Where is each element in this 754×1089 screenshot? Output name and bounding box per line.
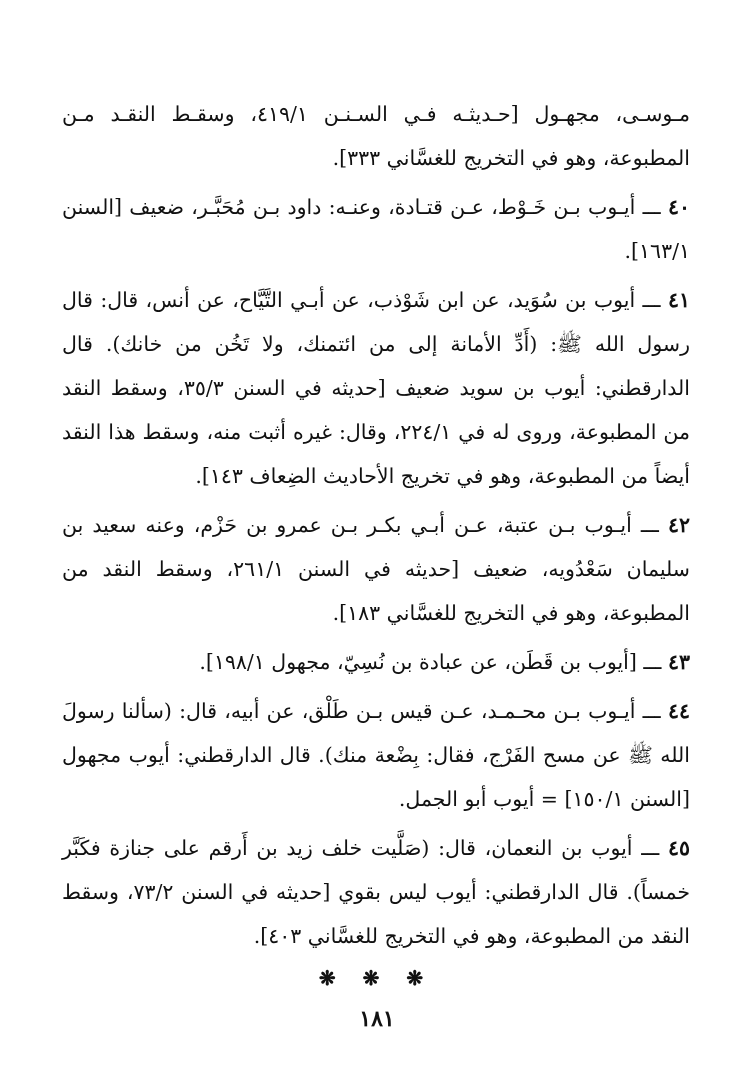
- entry-dash: ـــ: [642, 195, 661, 219]
- entry-39-continuation: [62, 92, 690, 180]
- entry-40: [62, 185, 690, 273]
- entry-42: [62, 503, 690, 635]
- entry-text: أيـوب بـن عتبة، عـن أبـي بكـر بـن عمرو بن حَزْم، وعنه سعيد بن سليمان سَعْدُويه، ضعيف [حديثه في السنن ٢٦١/١، وسقط النقد من المطبوعة، وهو في التخريج للغسَّاني ١٨٣].: [62, 513, 690, 625]
- entry-number: ٤٣: [667, 650, 690, 674]
- section-separator: ❋ ❋ ❋: [318, 966, 434, 990]
- entry-text: [أيوب بن قَطَن، عن عبادة بن نُسِيّ، مجهول ١٩٨/١].: [199, 650, 637, 674]
- entry-text: أيوب بن النعمان، قال: (صَلَّيت خلف زيد بن أَرقم على جنازة فكَبَّر خمساً). قال الدارقطني: أيوب ليس بقوي [حديثه في السنن ٧٣/٢، وسقط النقد من المطبوعة، وهو في التخريج للغسَّاني ٤٠٣].: [62, 836, 690, 948]
- entry-text: أيـوب بـن محـمـد، عـن قيس بـن طَلْق، عن أبيه، قال: (سألنا رسولَ الله ﷺ عن مسح الفَرْج، فقال: بِضْعة منك). قال الدارقطني: أيوب مجهول [السنن ١٥٠/١] = أيوب أبو الجمل.: [62, 699, 690, 811]
- entry-text: مـوسـى، مجهـول [حـديثـه فـي السـنـن ٤١٩/١، وسقـط النقـد مـن المطبوعة، وهو في التخريج للغسَّاني ٣٣٣].: [62, 102, 690, 170]
- entry-dash: ـــ: [641, 836, 660, 860]
- entry-41: [62, 278, 690, 498]
- entry-dash: ـــ: [642, 699, 661, 723]
- entry-dash: ـــ: [642, 288, 661, 312]
- entry-text: أيـوب بـن خَـوْط، عـن قتـادة، وعنـه: داود بـن مُحَبَّـر، ضعيف [السنن ١٦٣/١].: [62, 195, 690, 263]
- entry-number: ٤٥: [667, 836, 690, 860]
- entry-number: ٤٤: [667, 699, 690, 723]
- entry-number: ٤٠: [667, 195, 690, 219]
- entry-dash: ـــ: [640, 513, 659, 537]
- entry-number: ٤١: [667, 288, 690, 312]
- entry-number: ٤٢: [667, 513, 690, 537]
- entry-dash: ـــ: [643, 650, 662, 674]
- entry-43: [62, 640, 690, 684]
- page-number: ١٨١: [359, 1006, 395, 1032]
- entry-text: أيوب بن سُوَيد، عن ابن شَوْذب، عن أبـي التَّيَّاح، عن أنس، قال: قال رسول الله ﷺ: (أَدِّ الأمانة إلى من ائتمنك، ولا تَخُن من خانك). قال الدارقطني: أيوب بن سويد ضعيف [حديثه في السنن ٣٥/٣، وسقط النقد من المطبوعة، وروى له في ٢٢٤/١، وقال: غيره أثبت منه، وسقط هذا النقد أيضاً من المطبوعة، وهو في تخريج الأحاديث الضِعاف ١٤٣].: [62, 288, 690, 488]
- entry-44: [62, 689, 690, 821]
- entry-45: [62, 826, 690, 958]
